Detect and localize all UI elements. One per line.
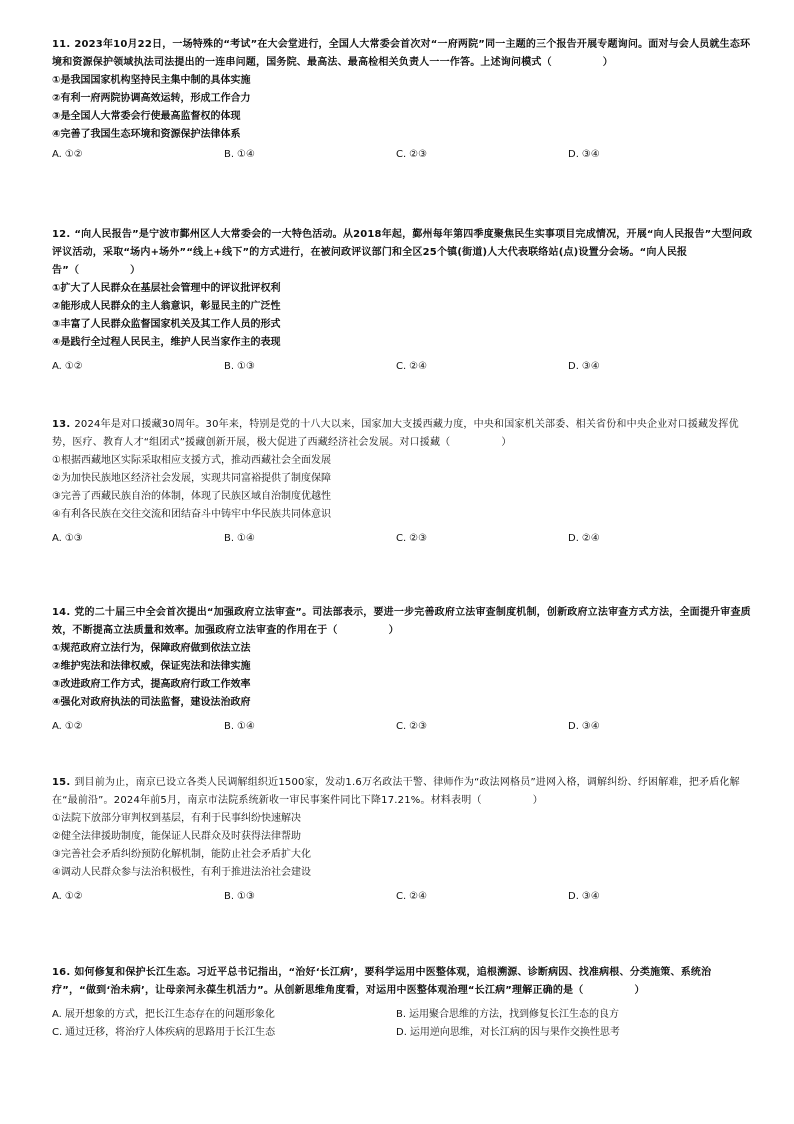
question-11	[52, 36, 754, 164]
statement-4: ④强化对政府执法的司法监督，建设法治政府	[52, 697, 251, 708]
option-d[interactable]: D. ③④	[568, 721, 600, 732]
options-row	[52, 358, 754, 376]
question-13	[52, 416, 754, 548]
statement-1: ①是我国国家机构坚持民主集中制的具体实施	[52, 75, 251, 86]
option-c[interactable]: C. 通过迁移，将治疗人体疾病的思路用于长江生态	[52, 1027, 276, 1038]
option-c[interactable]: C. ②③	[396, 533, 428, 544]
question-text: 2024年是对口援藏30周年。30年来，特别是党的十八大以来，国家加大支援西藏力度，中央和国家机关部委、相关省份和中央企业对口援藏发挥优势，医疗、教育人才“组团式”援藏创新开展，极大促进了西藏经济社会发展。对口援藏（ ）	[52, 419, 739, 448]
statement-1: ①规范政府立法行为，保障政府做到依法立法	[52, 643, 251, 654]
option-b[interactable]: B. ①④	[224, 721, 255, 732]
option-c[interactable]: C. ②④	[396, 361, 428, 372]
options-row	[52, 146, 754, 164]
option-c[interactable]: C. ②③	[396, 149, 428, 160]
question-text: 到目前为止，南京已设立各类人民调解组织近1500家，发动1.6万名政法干警、律师作为“政法网格员”进网入格，调解纠纷、纾困解难，把矛盾化解在“最前沿”。2024年前5月，南京市法院系统新收一审民事案件同比下降17.21%。材料表明（ ）	[52, 777, 740, 806]
statement-2: ②健全法律援助制度，能保证人民群众及时获得法律帮助	[52, 831, 301, 842]
statement-3: ③是全国人大常委会行使最高监督权的体现	[52, 111, 241, 122]
question-number: 13.	[52, 419, 71, 430]
statement-3: ③完善社会矛盾纠纷预防化解机制，能防止社会矛盾扩大化	[52, 849, 311, 860]
question-text: 2023年10月22日，一场特殊的“考试”在大会堂进行，全国人大常委会首次对“一府两院”同一主题的三个报告开展专题询问。面对与会人员就生态环境和资源保护领域执法司法提出的一连串问题，国务院、最高法、最高检相关负责人一一作答。上述询问模式（ ）	[52, 39, 751, 68]
option-a[interactable]: A. ①②	[52, 361, 83, 372]
statement-4: ④有利各民族在交往交流和团结奋斗中铸牢中华民族共同体意识	[52, 509, 331, 520]
option-a[interactable]: A. 展开想象的方式，把长江生态存在的问题形象化	[52, 1009, 275, 1020]
option-d[interactable]: D. ②④	[568, 533, 600, 544]
statement-1: ①根据西藏地区实际采取相应支援方式，推动西藏社会全面发展	[52, 455, 331, 466]
option-c[interactable]: C. ②④	[396, 891, 428, 902]
question-15	[52, 774, 754, 906]
option-a[interactable]: A. ①②	[52, 721, 83, 732]
option-d[interactable]: D. 运用逆向思维，对长江病的因与果作交换性思考	[396, 1027, 620, 1038]
option-b[interactable]: B. 运用聚合思维的方法，找到修复长江生态的良方	[396, 1009, 620, 1020]
option-a[interactable]: A. ①③	[52, 533, 83, 544]
question-stem	[52, 604, 754, 640]
question-stem	[52, 964, 754, 1000]
option-b[interactable]: B. ①③	[224, 361, 255, 372]
question-stem	[52, 416, 754, 452]
option-a[interactable]: A. ①②	[52, 891, 83, 902]
question-text: 如何修复和保护长江生态。习近平总书记指出，“治好‘长江病’，要科学运用中医整体观，追根溯源、诊断病因、找准病根、分类施策、系统治疗”，“做到‘治未病’，让母亲河永葆生机活力”。从创新思维角度看，对运用中医整体观治理“长江病”理解正确的是（ ）	[52, 967, 712, 996]
question-16	[52, 964, 754, 1042]
statement-4: ④调动人民群众参与法治积极性，有利于推进法治社会建设	[52, 867, 311, 878]
statement-4: ④是践行全过程人民民主，维护人民当家作主的表现	[52, 337, 281, 348]
question-12	[52, 226, 754, 376]
question-number: 16.	[52, 967, 71, 978]
option-d[interactable]: D. ③④	[568, 891, 600, 902]
question-stem	[52, 226, 754, 280]
question-number: 15.	[52, 777, 71, 788]
option-b[interactable]: B. ①③	[224, 891, 255, 902]
option-d[interactable]: D. ③④	[568, 149, 600, 160]
options-row	[52, 888, 754, 906]
question-text: “向人民报告”是宁波市鄞州区人大常委会的一大特色活动。从2018年起，鄞州每年第四季度聚焦民生实事项目完成情况，开展“向人民报告”大型问政评议活动，采取“场内+场外”“线上+线下”的方式进行，在被问政评议部门和全区25个镇(街道)人大代表联络站(点)设置分会场。“向人民报告”（ ）	[52, 229, 753, 276]
statement-3: ③完善了西藏民族自治的体制，体现了民族区域自治制度优越性	[52, 491, 331, 502]
statement-2: ②能形成人民群众的主人翁意识，彰显民主的广泛性	[52, 301, 281, 312]
statement-2: ②维护宪法和法律权威，保证宪法和法律实施	[52, 661, 251, 672]
option-b[interactable]: B. ①④	[224, 149, 255, 160]
question-number: 14.	[52, 607, 71, 618]
statement-4: ④完善了我国生态环境和资源保护法律体系	[52, 129, 241, 140]
options-grid	[52, 1006, 754, 1042]
question-number: 11.	[52, 39, 71, 50]
options-row	[52, 530, 754, 548]
option-a[interactable]: A. ①②	[52, 149, 83, 160]
option-c[interactable]: C. ②③	[396, 721, 428, 732]
question-stem	[52, 774, 754, 810]
question-text: 党的二十届三中全会首次提出“加强政府立法审查”。司法部表示，要进一步完善政府立法审查制度机制，创新政府立法审查方式方法，全面提升审查质效，不断提高立法质量和效率。加强政府立法审查的作用在于（ ）	[52, 607, 751, 636]
statement-2: ②为加快民族地区经济社会发展，实现共同富裕提供了制度保障	[52, 473, 331, 484]
option-d[interactable]: D. ③④	[568, 361, 600, 372]
statement-2: ②有利一府两院协调高效运转，形成工作合力	[52, 93, 251, 104]
options-row	[52, 718, 754, 736]
question-number: 12.	[52, 229, 71, 240]
question-stem	[52, 36, 754, 72]
option-b[interactable]: B. ①④	[224, 533, 255, 544]
statement-1: ①法院下放部分审判权到基层，有利于民事纠纷快速解决	[52, 813, 301, 824]
statement-1: ①扩大了人民群众在基层社会管理中的评议批评权利	[52, 283, 281, 294]
statement-3: ③丰富了人民群众监督国家机关及其工作人员的形式	[52, 319, 281, 330]
statement-3: ③改进政府工作方式，提高政府行政工作效率	[52, 679, 251, 690]
question-14	[52, 604, 754, 736]
